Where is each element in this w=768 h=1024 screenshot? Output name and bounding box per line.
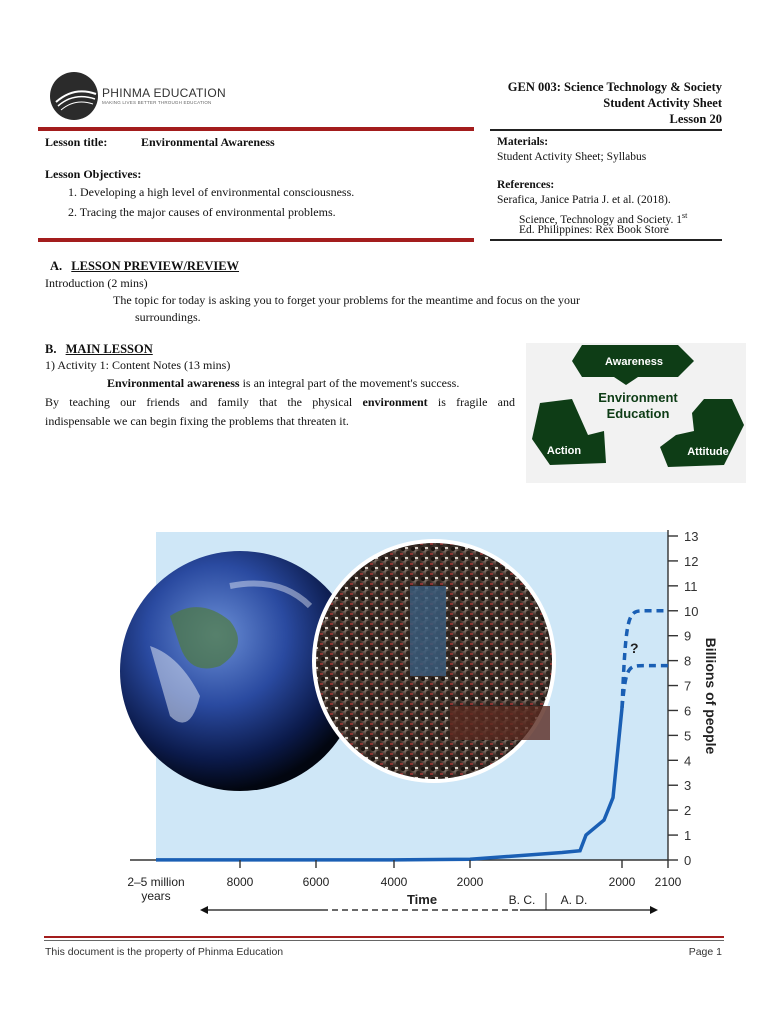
y-tick-label: 11 xyxy=(684,578,698,594)
intro-text-cont: surroundings. xyxy=(135,310,201,324)
y-tick-label: 13 xyxy=(684,529,699,544)
paragraph-line xyxy=(45,393,515,412)
environment-education-cycle xyxy=(526,343,746,483)
paragraph-text: By teaching our friends and family that the physical xyxy=(45,395,363,409)
footer-ownership: This document is the property of Phinma Education xyxy=(45,946,284,958)
logo-tagline: MAKING LIVES BETTER THROUGH EDUCATION xyxy=(102,100,212,105)
population-chart xyxy=(110,526,719,922)
materials-text: Student Activity Sheet; Syllabus xyxy=(497,151,647,163)
objective-item: 1. Developing a high level of environmental consciousness. xyxy=(68,185,355,199)
x-tick-label: 2000 xyxy=(608,875,636,889)
x-tick-label: 6000 xyxy=(302,875,330,889)
x-tick-label: 8000 xyxy=(226,875,254,889)
x-tick-label: 2100 xyxy=(654,875,682,889)
section-letter: A. xyxy=(50,259,63,273)
y-tick-label: 6 xyxy=(684,703,692,719)
course-title: GEN 003: Science Technology & Society xyxy=(507,80,722,94)
bold-term: environment xyxy=(362,395,428,409)
cycle-arrows-icon xyxy=(526,343,746,483)
y-tick-label: 0 xyxy=(684,853,692,868)
y-tick-label: 12 xyxy=(684,553,699,569)
cycle-label-top: Awareness xyxy=(605,356,663,368)
top-red-rule xyxy=(38,127,474,131)
x-tick-label: 2–5 million xyxy=(127,875,185,889)
intro-text: The topic for today is asking you to forget your problems for the meantime and focus on the your xyxy=(113,293,581,307)
reference-line: Ed. Philippines: Rex Book Store xyxy=(519,224,669,236)
course-header xyxy=(508,79,722,127)
paragraph-text: is an integral part of the movement's success. xyxy=(239,376,460,390)
section-title: MAIN LESSON xyxy=(65,342,153,356)
y-tick-label: 4 xyxy=(684,753,692,769)
references-label: References: xyxy=(497,179,555,191)
objectives-list xyxy=(68,182,354,222)
objective-item: 2. Tracing the major causes of environmental problems. xyxy=(68,205,336,219)
page-number: Page 1 xyxy=(688,946,722,958)
era-label-ad: A. D. xyxy=(560,893,588,907)
y-tick-label: 7 xyxy=(684,678,692,694)
x-tick-label: 2000 xyxy=(456,875,484,889)
y-tick-label: 2 xyxy=(684,803,692,819)
reference-sup: st xyxy=(682,211,688,220)
y-tick-label: 10 xyxy=(684,603,699,619)
section-a-heading xyxy=(50,259,239,274)
lesson-title-label: Lesson title: xyxy=(45,135,108,149)
reference-text: Science, Technology and Society. 1 xyxy=(519,213,683,226)
projection-annotation: ? xyxy=(630,640,639,657)
logo-name: PHINMA EDUCATION xyxy=(102,86,226,100)
objectives-label: Lesson Objectives: xyxy=(45,167,142,181)
x-tick-label: years xyxy=(141,889,171,903)
sheet-title: Student Activity Sheet xyxy=(603,96,722,110)
x-axis-label: Time xyxy=(406,892,438,907)
section-title: LESSON PREVIEW/REVIEW xyxy=(71,259,240,273)
activity-label: 1) Activity 1: Content Notes (13 mins) xyxy=(45,358,231,372)
y-tick-label: 1 xyxy=(684,828,692,844)
era-label-bc: B. C. xyxy=(508,893,536,907)
side-bottom-rule xyxy=(490,239,722,241)
intro-label: Introduction (2 mins) xyxy=(45,276,148,290)
y-axis-label: Billions of people xyxy=(703,637,719,755)
section-b-heading xyxy=(45,342,153,357)
cycle-label-left: Action xyxy=(546,445,582,457)
cycle-label-right: Attitude xyxy=(687,446,729,458)
bold-term: Environmental awareness xyxy=(107,376,240,390)
y-tick-label: 3 xyxy=(684,778,692,794)
cycle-center-2: Education xyxy=(606,406,670,421)
top-black-rule xyxy=(490,129,722,131)
y-tick-label: 5 xyxy=(684,728,692,744)
paragraph-text: is fragile and xyxy=(427,395,515,409)
paragraph-line: indispensable we can begin fixing the problems that threaten it. xyxy=(45,414,349,428)
main-paragraph xyxy=(45,374,515,431)
cycle-center-1: Environment xyxy=(598,390,678,405)
footer-thin-rule xyxy=(44,940,724,941)
bottom-red-rule xyxy=(38,238,474,242)
y-tick-label: 8 xyxy=(684,653,692,669)
x-tick-label: 4000 xyxy=(380,875,408,889)
y-tick-label: 9 xyxy=(684,628,692,644)
footer-red-rule xyxy=(44,936,724,938)
section-letter: B. xyxy=(45,342,57,356)
reference-line: Serafica, Janice Patria J. et al. (2018). xyxy=(497,194,671,206)
lesson-number: Lesson 20 xyxy=(669,112,722,126)
materials-label: Materials: xyxy=(497,136,549,148)
population-chart-svg xyxy=(110,526,719,922)
paragraph-line xyxy=(45,374,515,393)
logo-mark-icon xyxy=(48,68,104,124)
lesson-title: Environmental Awareness xyxy=(141,135,275,149)
